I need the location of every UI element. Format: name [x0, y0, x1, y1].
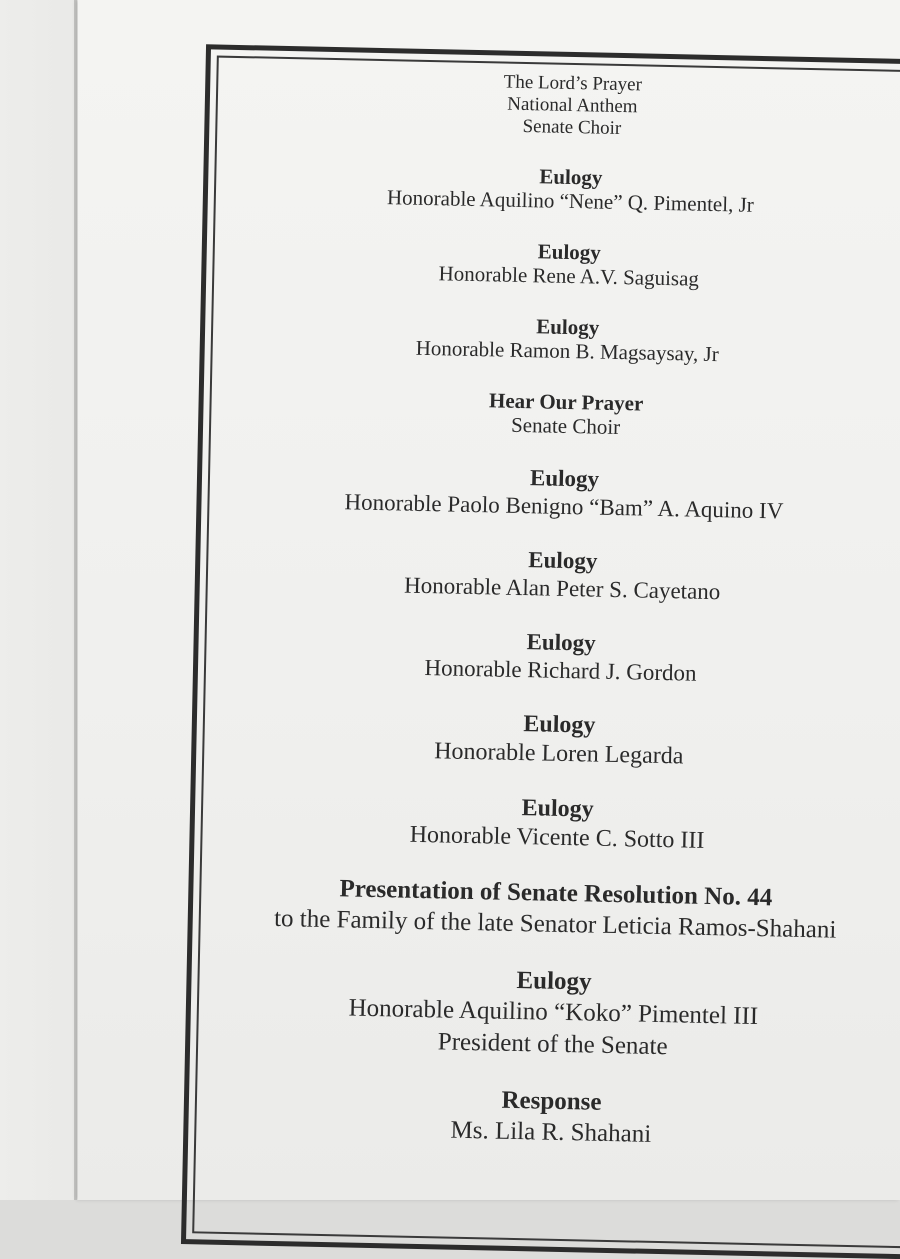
program-item: [188, 1079, 900, 1156]
item-speaker: Honorable Aquilino “Nene” Q. Pimentel, Jr: [386, 185, 755, 217]
item-speaker: Honorable Ramon B. Magsaysay, Jr: [415, 335, 720, 367]
item-speaker: Honorable Alan Peter S. Cayetano: [403, 572, 721, 605]
item-title: Hear Our Prayer: [488, 388, 644, 416]
program-item: [190, 959, 900, 1068]
item-speaker: Honorable Paolo Benigno “Bam” A. Aquino IV: [344, 489, 784, 524]
program-content: [188, 65, 900, 1182]
program-item: [196, 703, 900, 776]
program-item: [206, 232, 900, 296]
program-item: [205, 307, 900, 371]
item-title: Eulogy: [529, 465, 600, 492]
item-speaker: Honorable Richard J. Gordon: [424, 655, 697, 686]
opening-line: The Lord’s Prayer: [503, 71, 643, 96]
item-speaker-role: President of the Senate: [437, 1028, 668, 1061]
item-title: Eulogy: [528, 547, 598, 574]
item-title: Eulogy: [526, 629, 596, 656]
item-speaker: Senate Choir: [510, 412, 621, 440]
item-speaker: Honorable Aquilino “Koko” Pimentel III: [348, 994, 759, 1031]
item-title: Eulogy: [535, 314, 600, 340]
book-spine: [74, 0, 77, 1200]
item-speaker: Honorable Rene A.V. Saguisag: [438, 261, 700, 291]
item-title: Presentation of Senate Resolution No. 44: [339, 875, 773, 912]
program-item: [201, 457, 900, 528]
program-item: [198, 621, 900, 692]
item-title: Eulogy: [523, 711, 596, 739]
opening-line: Senate Choir: [522, 115, 622, 140]
program-item: [203, 382, 900, 446]
item-speaker: to the Family of the late Senator Leticia Ramos-Shahani: [273, 904, 837, 944]
opening-line: National Anthem: [507, 93, 638, 118]
item-title: Response: [501, 1086, 602, 1116]
item-title: Eulogy: [539, 164, 603, 190]
item-speaker: Ms. Lila R. Shahani: [450, 1116, 652, 1148]
item-title: Eulogy: [537, 239, 602, 265]
opening-block: [209, 65, 900, 146]
program-item: [200, 539, 900, 610]
program-item: [192, 871, 900, 948]
program-page: [78, 0, 900, 1200]
program-item: [208, 157, 900, 221]
item-speaker: Honorable Loren Legarda: [433, 738, 684, 770]
item-title: Eulogy: [516, 967, 592, 996]
program-item: [194, 787, 900, 860]
decorative-border: [181, 44, 900, 1259]
item-title: Eulogy: [521, 795, 594, 823]
item-speaker: Honorable Vicente C. Sotto III: [409, 821, 705, 854]
